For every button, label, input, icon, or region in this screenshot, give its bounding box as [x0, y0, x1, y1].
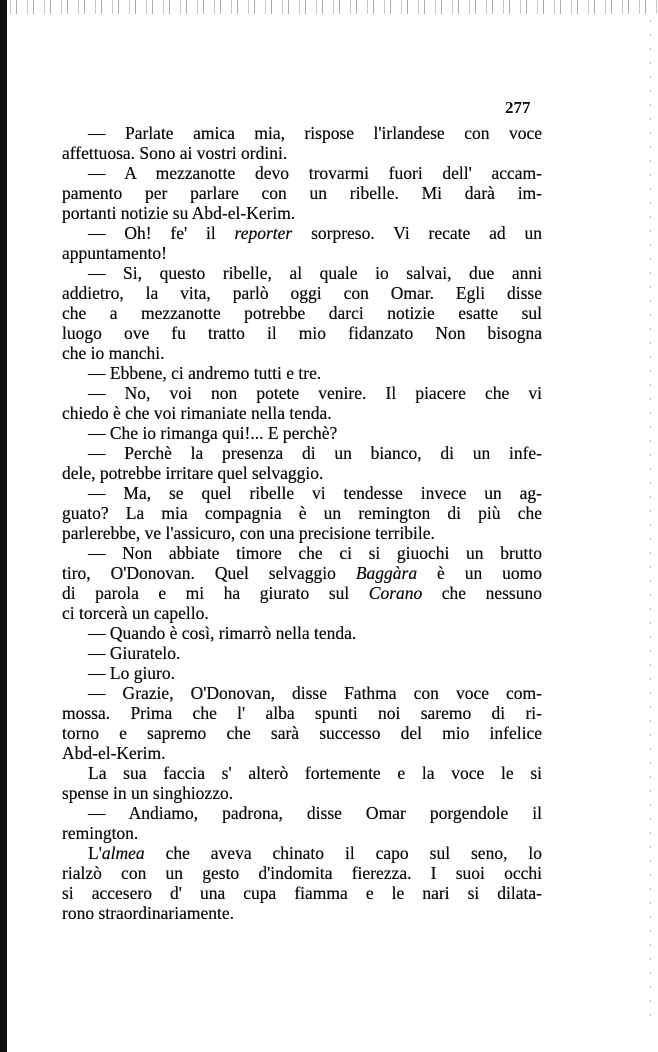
- text-line: [62, 343, 542, 363]
- text-segment: sorpreso. Vi recate ad un: [292, 223, 542, 243]
- text-segment: appuntamento!: [62, 243, 167, 263]
- scan-left-edge: [0, 0, 7, 1052]
- text-segment: si accesero d' una cupa fiamma e le nari si dilata-: [62, 883, 542, 903]
- text-segment: — Perchè la presenza di un bianco, di un infe-: [88, 443, 542, 463]
- text-segment: — Grazie, O'Donovan, disse Fathma con voce com-: [88, 683, 542, 703]
- text-segment: remington.: [62, 823, 139, 843]
- text-line: [62, 203, 542, 223]
- text-line: [62, 843, 542, 863]
- text-segment: — Lo giuro.: [88, 663, 176, 683]
- text-segment: pamento per parlare con un ribelle. Mi darà im-: [62, 183, 542, 203]
- text-segment: tiro, O'Donovan. Quel selvaggio: [62, 563, 356, 583]
- text-line: [62, 903, 542, 923]
- text-segment: — Ebbene, ci andremo tutti e tre.: [88, 363, 322, 383]
- text-segment: torno e sapremo che sarà successo del mio infelice: [62, 723, 542, 743]
- text-line: [62, 863, 542, 883]
- text-line: [62, 223, 542, 243]
- text-line: [62, 523, 542, 543]
- text-line: [62, 143, 542, 163]
- text-segment: mossa. Prima che l' alba spunti noi saremo di ri-: [62, 703, 542, 723]
- text-segment: spense in un singhiozzo.: [62, 783, 234, 803]
- text-segment: La sua faccia s' alterò fortemente e la voce le si: [88, 763, 542, 783]
- text-segment: — Giuratelo.: [88, 643, 181, 663]
- text-line: [62, 123, 542, 143]
- text-segment: reporter: [234, 223, 293, 243]
- text-segment: ci torcerà un capello.: [62, 603, 209, 623]
- text-line: [62, 363, 542, 383]
- text-line: [62, 763, 542, 783]
- scan-right-edge: [650, 20, 651, 1020]
- text-line: [62, 463, 542, 483]
- text-segment: addietro, la vita, parlò oggi con Omar. Egli disse: [62, 283, 542, 303]
- text-segment: di parola e mi ha giurato sul: [62, 583, 369, 603]
- text-segment: — No, voi non potete venire. Il piacere che vi: [88, 383, 542, 403]
- text-line: [62, 823, 542, 843]
- text-segment: affettuosa. Sono ai vostri ordini.: [62, 143, 288, 163]
- text-line: [62, 423, 542, 443]
- text-segment: che nessuno: [422, 583, 542, 603]
- scan-top-noise: [7, 0, 658, 14]
- text-segment: guato? La mia compagnia è un remington di più che: [62, 503, 542, 523]
- text-line: [62, 583, 542, 603]
- text-segment: — Quando è così, rimarrò nella tenda.: [88, 623, 357, 643]
- text-line: [62, 683, 542, 703]
- text-segment: chiedo è che voi rimaniate nella tenda.: [62, 403, 332, 423]
- text-segment: Corano: [368, 583, 423, 603]
- text-segment: che aveva chinato il capo sul seno, lo: [144, 843, 542, 863]
- text-line: [62, 603, 542, 623]
- text-line: [62, 323, 542, 343]
- text-line: [62, 643, 542, 663]
- text-line: [62, 783, 542, 803]
- text-segment: almea: [101, 843, 145, 863]
- text-segment: — Si, questo ribelle, al quale io salvai, due anni: [88, 263, 542, 283]
- text-line: [62, 483, 542, 503]
- text-line: [62, 263, 542, 283]
- text-line: [62, 703, 542, 723]
- text-line: [62, 303, 542, 323]
- text-line: [62, 543, 542, 563]
- text-segment: portanti notizie su Abd-el-Kerim.: [62, 203, 296, 223]
- text-line: [62, 383, 542, 403]
- body-text: [62, 123, 542, 923]
- text-segment: che io manchi.: [62, 343, 165, 363]
- text-segment: L': [88, 843, 102, 863]
- text-segment: è un uomo: [417, 563, 542, 583]
- text-segment: — Che io rimanga qui!... E perchè?: [88, 423, 338, 443]
- text-segment: — Parlate amica mia, rispose l'irlandese con voce: [88, 123, 542, 143]
- text-line: [62, 563, 542, 583]
- text-line: [62, 803, 542, 823]
- text-segment: — A mezzanotte devo trovarmi fuori dell' accam-: [88, 163, 542, 183]
- text-segment: che a mezzanotte potrebbe darci notizie esatte sul: [62, 303, 542, 323]
- text-line: [62, 163, 542, 183]
- page-number: 277: [505, 98, 531, 117]
- text-segment: rialzò con un gesto d'indomita fierezza. I suoi occhi: [62, 863, 542, 883]
- text-segment: — Ma, se quel ribelle vi tendesse invece un ag-: [88, 483, 542, 503]
- text-line: [62, 883, 542, 903]
- text-line: [62, 743, 542, 763]
- text-segment: luogo ove fu tratto il mio fidanzato Non bisogna: [62, 323, 542, 343]
- text-segment: — Non abbiate timore che ci si giuochi un brutto: [88, 543, 542, 563]
- text-segment: — Andiamo, padrona, disse Omar porgendole il: [88, 803, 542, 823]
- text-line: [62, 243, 542, 263]
- text-segment: Baggàra: [355, 563, 418, 583]
- text-line: [62, 623, 542, 643]
- text-segment: — Oh! fe' il: [88, 223, 235, 243]
- text-line: [62, 283, 542, 303]
- text-segment: parlerebbe, ve l'assicuro, con una precisione terribile.: [62, 523, 435, 543]
- text-segment: Abd-el-Kerim.: [62, 743, 166, 763]
- text-line: [62, 663, 542, 683]
- text-line: [62, 723, 542, 743]
- text-line: [62, 443, 542, 463]
- text-line: [62, 183, 542, 203]
- text-segment: dele, potrebbe irritare quel selvaggio.: [62, 463, 324, 483]
- text-line: [62, 403, 542, 423]
- text-segment: rono straordinariamente.: [62, 903, 235, 923]
- text-line: [62, 503, 542, 523]
